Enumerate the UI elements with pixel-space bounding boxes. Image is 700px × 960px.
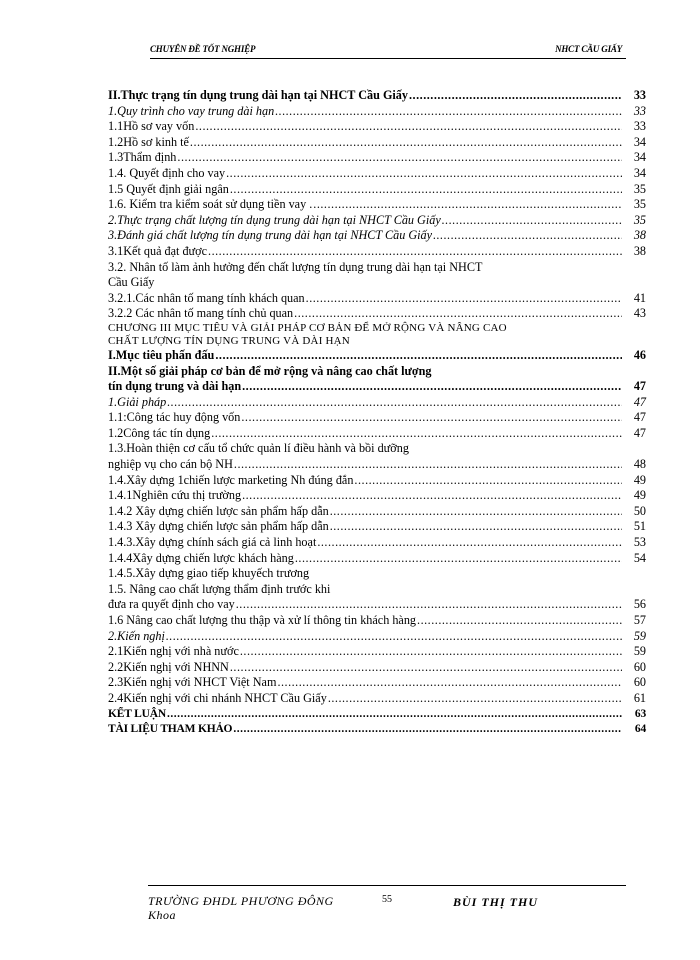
toc-entry [108,582,654,598]
toc-entry [108,441,654,457]
toc-entry [108,566,654,582]
toc-entry-title: 1.5. Nâng cao chất lượng thẩm định trước khi [108,581,331,596]
footer-school-cont: Khoa [148,908,177,922]
toc-entry-page: 63 [622,707,646,723]
toc-entry [108,166,654,182]
toc-entry-title: 1.2Công tác tín dụng [108,425,211,440]
toc-dot-leader [108,197,622,213]
toc-entry-title: 1.3.Hoàn thiện cơ cấu tổ chức quản lí điều hành và bồi dưỡng [108,441,409,456]
toc-entry [108,722,654,738]
toc-dot-leader [108,644,622,660]
toc-dot-leader [108,244,622,260]
toc-entry-page: 34 [622,135,646,151]
toc-entry [108,275,654,291]
toc-dot-leader [108,675,622,691]
toc-entry [108,379,654,395]
toc-entry-title: 3.1Kết quả đạt được [108,243,208,258]
footer-school-name: TRƯỜNG ĐHDL PHƯƠNG ĐÔNG [148,894,334,908]
toc-entry-page: 49 [622,488,646,504]
toc-entry-title: Cầu Giấy [108,275,155,290]
toc-dot-leader [108,597,622,613]
toc-entry [108,197,654,213]
toc-entry-title: 1.4. Quyết định cho vay [108,165,226,180]
toc-entry-page: 38 [622,244,646,260]
toc-entry [108,348,654,364]
toc-dot-leader [108,426,622,442]
toc-entry [108,88,654,104]
toc-entry-title: 1.4.2 Xây dựng chiến lược sản phẩm hấp dẫn [108,503,329,518]
toc-entry [108,104,654,120]
toc-entry [108,260,654,276]
toc-dot-leader [108,488,622,504]
toc-entry-page: 57 [622,613,646,629]
toc-entry-page: 56 [622,597,646,613]
toc-entry [108,644,654,660]
toc-entry-page: 47 [622,395,646,411]
toc-dot-leader [108,166,622,182]
toc-entry-page: 61 [622,691,646,707]
toc-entry-page: 41 [622,291,646,307]
toc-entry-page: 64 [622,722,646,738]
toc-entry-title: II.Thực trạng tín dụng trung dài hạn tại NHCT Cầu Giấy [108,88,408,102]
toc-entry [108,135,654,151]
toc-entry-page: 34 [622,166,646,182]
toc-entry-title: 1.4.1Nghiên cứu thị trường [108,488,242,503]
toc-dot-leader [108,150,622,166]
toc-entry-title: 2.Thực trạng chất lượng tín dụng trung dài hạn tại NHCT Cầu Giấy [108,212,441,227]
toc-entry-page: 60 [622,660,646,676]
toc-entry-title: 1.1Hồ sơ vay vốn [108,119,195,134]
toc-dot-leader [108,213,622,229]
toc-entry-title: 1.4.3 Xây dựng chiến lược sản phẩm hấp dẫn [108,519,329,534]
toc-entry [108,228,654,244]
toc-entry-title: 1.5 Quyết định giải ngân [108,181,229,196]
toc-entry-title: TÀI LIỆU THAM KHẢO [108,723,233,736]
toc-dot-leader [108,457,622,473]
toc-entry [108,613,654,629]
toc-dot-leader [108,691,622,707]
toc-entry-title: 2.1Kiến nghị với nhà nước [108,644,239,659]
toc-dot-leader [108,104,622,120]
toc-entry [108,291,654,307]
toc-entry-page: 35 [622,182,646,198]
header-right-title: NHCT CẦU GIẤY [555,44,622,54]
table-of-contents [108,88,654,738]
toc-entry-title: 1.6. Kiểm tra kiểm soát sử dụng tiền vay . [108,197,313,212]
toc-entry-page: 48 [622,457,646,473]
toc-dot-leader [108,291,622,307]
toc-dot-leader [108,535,622,551]
toc-dot-leader [108,613,622,629]
toc-entry [108,473,654,489]
toc-entry-title: KẾT LUẬN [108,707,166,720]
toc-entry [108,660,654,676]
footer-author: BÙI THỊ THU [453,895,539,909]
toc-entry [108,691,654,707]
toc-entry [108,535,654,551]
toc-entry-page: 43 [622,306,646,322]
toc-entry [108,410,654,426]
toc-entry-page: 35 [622,213,646,229]
toc-entry [108,551,654,567]
toc-entry [108,597,654,613]
toc-entry-title: 1.Giải pháp [108,394,167,409]
toc-entry-title: 3.Đánh giá chất lượng tín dụng trung dài hạn tại NHCT Cầu Giấy [108,228,433,243]
toc-entry-title: 1.3Thẩm định [108,150,177,165]
toc-dot-leader [108,519,622,535]
toc-entry [108,335,654,348]
toc-entry [108,504,654,520]
toc-dot-leader [108,88,622,104]
toc-entry [108,675,654,691]
toc-entry-page: 33 [622,104,646,120]
toc-entry [108,707,654,723]
toc-entry [108,488,654,504]
toc-entry-title: 3.2.1.Các nhân tố mang tính khách quan [108,290,305,305]
toc-entry-page: 35 [622,197,646,213]
toc-entry-page: 47 [622,426,646,442]
toc-entry-title: 1.4.3.Xây dựng chính sách giá cả linh hoạt [108,535,317,550]
toc-dot-leader [108,629,622,645]
toc-entry-page: 53 [622,535,646,551]
toc-dot-leader [108,348,622,364]
toc-entry-page: 34 [622,150,646,166]
toc-dot-leader [108,306,622,322]
footer-page-number: 55 [382,894,392,905]
toc-entry-title: II.Một số giải pháp cơ bản để mở rộng và nâng cao chất lượng [108,363,432,378]
toc-entry-page: 46 [622,348,646,364]
toc-dot-leader [108,707,622,723]
toc-dot-leader [108,395,622,411]
toc-entry-title: 1.4.Xây dựng 1chiến lược marketing Nh đúng đắn [108,472,354,487]
toc-entry-title: 1.4.4Xây dựng chiến lược khách hàng [108,550,294,565]
toc-dot-leader [108,379,622,395]
toc-dot-leader [108,182,622,198]
toc-entry [108,364,654,380]
toc-entry-title: 2.2Kiến nghị với NHNN [108,659,229,674]
page-footer [148,885,626,922]
toc-entry [108,213,654,229]
toc-entry [108,182,654,198]
toc-dot-leader [108,228,622,244]
toc-entry-title: 1.6 Nâng cao chất lượng thu thập và xử lí thông tin khách hàng [108,613,417,627]
toc-dot-leader [108,135,622,151]
toc-entry-page: 51 [622,519,646,535]
toc-entry-title: 2.4Kiến nghị với chi nhánh NHCT Cầu Giấy [108,690,327,705]
toc-entry [108,150,654,166]
toc-dot-leader [108,119,622,135]
footer-school [148,894,358,922]
toc-dot-leader [108,504,622,520]
toc-dot-leader [108,410,622,426]
toc-entry [108,395,654,411]
toc-entry [108,457,654,473]
toc-entry-title: CHẤT LƯỢNG TÍN DỤNG TRUNG VÀ DÀI HẠN [108,334,350,347]
toc-dot-leader [108,660,622,676]
toc-entry-page: 54 [622,551,646,567]
toc-entry-title: 3.2.2 Các nhân tố mang tính chủ quan [108,306,294,321]
toc-entry [108,629,654,645]
toc-entry-title: 1.4.5.Xây dựng giao tiếp khuyếch trương [108,566,310,581]
toc-entry-title: I.Mục tiêu phấn đấu [108,347,215,362]
toc-entry-title: 2.Kiến nghị [108,628,165,643]
header-left-title: CHUYÊN ĐỀ TỐT NGHIỆP [150,44,256,54]
toc-dot-leader [108,551,622,567]
toc-dot-leader [108,722,622,738]
page-header [150,44,626,59]
toc-entry [108,322,654,335]
toc-entry [108,426,654,442]
toc-entry-page: 47 [622,410,646,426]
toc-entry-page: 47 [622,379,646,395]
toc-entry-page: 60 [622,675,646,691]
toc-entry [108,244,654,260]
toc-entry [108,519,654,535]
toc-entry-page: 59 [622,644,646,660]
toc-entry [108,119,654,135]
toc-entry-title: 3.2. Nhân tố làm ảnh hưởng đến chất lượng tín dụng trung dài hạn tại NHCT [108,259,483,274]
toc-entry-page: 49 [622,473,646,489]
toc-entry-page: 50 [622,504,646,520]
toc-entry-title: 1.2Hồ sơ kinh tế [108,134,189,149]
toc-entry-page: 38 [622,228,646,244]
toc-entry [108,306,654,322]
toc-entry-title: CHƯƠNG III MỤC TIÊU VÀ GIẢI PHÁP CƠ BẢN ĐỂ MỞ RỘNG VÀ NÂNG CAO [108,321,507,334]
toc-entry-title: 1.Quy trình cho vay trung dài hạn [108,103,275,118]
toc-entry-title: nghiệp vụ cho cán bộ NH [108,457,233,472]
toc-entry-title: 2.3Kiến nghị với NHCT Việt Nam [108,675,277,690]
toc-entry-page: 33 [622,119,646,135]
toc-entry-title: tín dụng trung và dài hạn [108,379,242,394]
toc-entry-title: 1.1:Công tác huy động vốn [108,410,241,425]
toc-entry-page: 59 [622,629,646,645]
toc-dot-leader [108,473,622,489]
toc-entry-title: đưa ra quyết định cho vay [108,597,235,612]
toc-entry-page: 33 [622,88,646,104]
